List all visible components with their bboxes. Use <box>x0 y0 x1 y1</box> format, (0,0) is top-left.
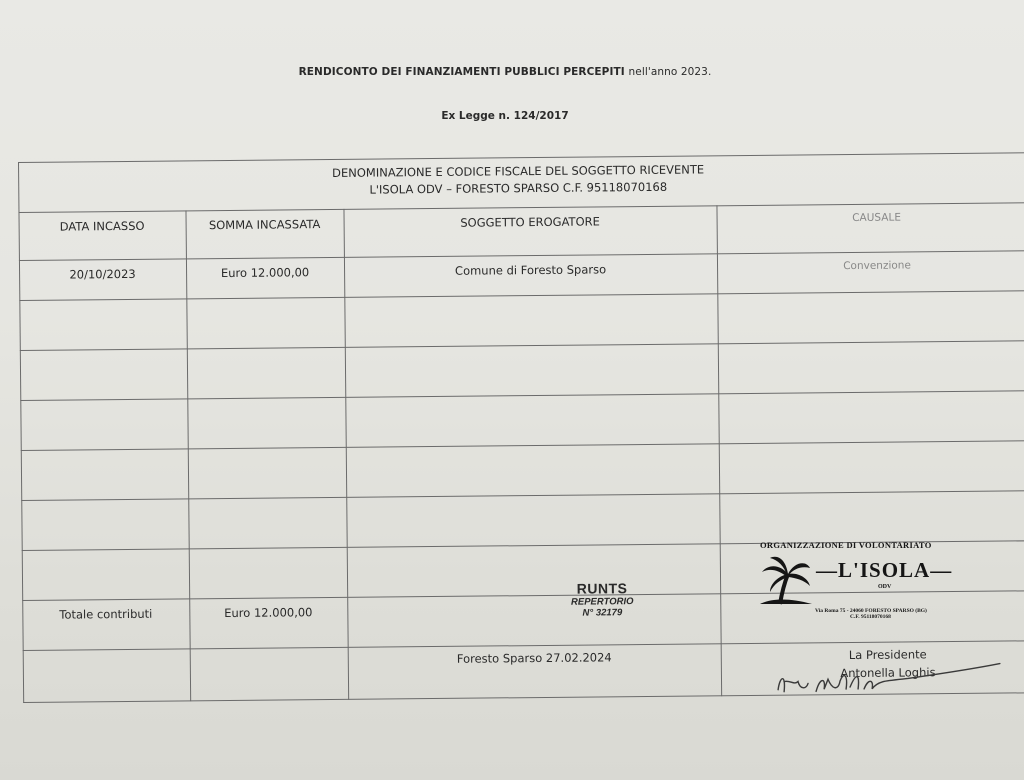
org-address: Via Roma 75 - 24060 FORESTO SPARSO (BG) <box>815 608 927 614</box>
organization-stamp <box>760 540 960 620</box>
total-label: Totale contributi <box>59 606 153 622</box>
place-date: Foresto Sparso 27.02.2024 <box>456 650 612 666</box>
recipient-label: DENOMINAZIONE E CODICE FISCALE DEL SOGGETTO RICEVENTE <box>332 162 705 180</box>
column-header-reason: CAUSALE <box>852 211 901 224</box>
org-tag: ODV <box>878 584 892 590</box>
row-amount: Euro 12.000,00 <box>220 265 310 281</box>
handwritten-signature <box>768 658 1008 700</box>
row-reason: Convenzione <box>843 259 911 273</box>
funding-table <box>18 152 1024 707</box>
runts-repertorio: REPERTORIO <box>570 596 634 608</box>
column-header-date: DATA INCASSO <box>59 218 145 234</box>
row-date: 20/10/2023 <box>69 266 136 282</box>
total-value: Euro 12.000,00 <box>224 605 313 621</box>
document-title <box>0 66 1010 78</box>
palm-tree-logo <box>760 554 812 606</box>
recipient-value: L'ISOLA ODV – FORESTO SPARSO C.F. 95118070168 <box>369 179 668 197</box>
document-title-year: nell'anno 2023. <box>628 66 712 78</box>
runts-number: N° 32179 <box>582 607 623 619</box>
column-header-amount: SOMMA INCASSATA <box>208 217 321 233</box>
org-cf: C.F. 95118070168 <box>850 614 891 620</box>
column-header-provider: SOGGETTO EROGATORE <box>460 214 600 230</box>
runts-title: RUNTS <box>576 580 628 597</box>
signatory-name: Antonella Loghis <box>840 665 936 681</box>
signatory-role: La Presidente <box>848 647 927 663</box>
document-subtitle: Ex Legge n. 124/2017 <box>441 110 569 122</box>
document-title-main: RENDICONTO DEI FINANZIAMENTI PUBBLICI PERCEPITI <box>298 66 625 78</box>
row-provider: Comune di Foresto Sparso <box>454 262 607 278</box>
org-name: —L'ISOLA— <box>816 558 953 582</box>
org-heading: ORGANIZZAZIONE DI VOLONTARIATO <box>760 540 932 550</box>
runts-stamp <box>542 580 662 619</box>
